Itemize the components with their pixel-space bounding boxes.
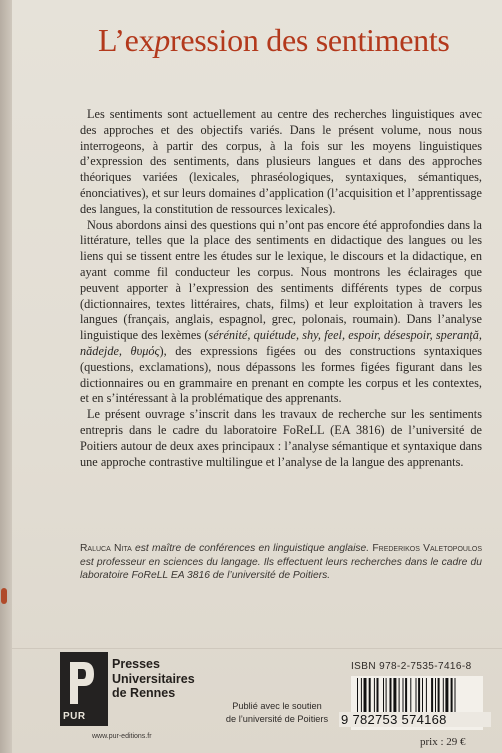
author-bio-2: est professeur en sciences du langage. Ils effectuent leurs recherches dans le cadre du laboratoire FoReLL EA 3816 de l’université de Poitiers. [80, 556, 482, 582]
pur-logo-icon [66, 660, 96, 718]
barcode-number: 9 782753 574168 [339, 712, 491, 727]
support-line-1: Publié avec le soutien [232, 701, 322, 711]
isbn: ISBN 978-2-7535-7416-8 [351, 661, 472, 672]
blurb [80, 107, 482, 470]
support-note [207, 700, 347, 726]
author-name-2: Frederikos Valetopoulos [372, 543, 482, 554]
price: prix : 29 € [420, 736, 466, 748]
title-part-2: ression des sentiments [169, 22, 450, 59]
title-swash-letter: p [154, 22, 170, 59]
blurb-p2-lexemes: sérénité, quiétude, shy, feel, espoir, désespoir, speranță, nădejde, θυμός [80, 328, 482, 358]
publisher-line-1: Presses [112, 657, 160, 671]
blurb-paragraph-3: Le présent ouvrage s’inscrit dans les travaux de recherche sur les sentiments entrepris dans le cadre du laboratoire FoReLL (EA 3816) de l’université de Poitiers autour de deux axes principaux : l’analyse sémantique et syntaxique dans une approche contrastive multilingue et l’analyse de la langue des apprenants. [80, 407, 482, 469]
logo-text: PUR [63, 711, 86, 722]
publisher-line-3: de Rennes [112, 686, 176, 700]
author-bio [80, 542, 482, 583]
publisher-line-2: Universitaires [112, 671, 195, 686]
author-bio-1: est maître de conférences en linguistique anglaise. [131, 543, 373, 554]
footer-divider [12, 648, 502, 649]
publisher-name [112, 657, 195, 701]
spine-logo-mark [1, 588, 7, 604]
blurb-p2-text-b: ), des expressions figées ou des constructions syntaxiques (questions, exclamations), nous dépassons les formes figées figurant dans les dictionnaires ou en grammaire en prenant en compte les corpus et les contextes, et en s’intéressant à la problématique des apprenants. [80, 343, 482, 406]
title-part-1: L’ex [98, 22, 155, 59]
publisher-website: www.pur-editions.fr [92, 733, 152, 740]
support-line-2: de l’université de Poitiers [225, 714, 329, 724]
book-title [98, 22, 450, 59]
blurb-paragraph-1: Les sentiments sont actuellement au centre des recherches linguistiques avec des approches et des objectifs variés. Dans le présent volume, nous nous interrogeons, à partir des corpus, à la fois sur les moyens linguistiques d’expression des sentiments, dans plusieurs langues et dans des approches théoriques variées (lexicales, phraséologiques, syntaxiques, sémantiques, énonciatives), et sur leurs domaines d’application (l’acquisition et l’apprentissage des langues, la constitution de ressources lexicales). [80, 107, 482, 216]
blurb-paragraph-2 [80, 218, 482, 408]
blurb-p2-text-a: Nous abordons ainsi des questions qui n’ont pas encore été approfondies dans la littérature, telles que la place des sentiments en didactique des langues ou les liens qui se tissent entre les études sur le lexique, le discours et la didactique, en ayant comme fil conducteur les corpus. Nous montrons les éclairages que peuvent apporter à l’expression des sentiments différents types de corpus (dictionnaires, textes littéraires, chats, films) et leur exploitation à travers les langues (français, anglais, espagnol, grec, polonais, roumain). Dans l’analyse linguistique des lexèmes ( [80, 217, 482, 343]
barcode-bars-icon [351, 676, 483, 716]
spine-edge [0, 0, 12, 753]
author-name-1: Raluca Nita [80, 543, 132, 554]
publisher-logo [60, 652, 108, 726]
